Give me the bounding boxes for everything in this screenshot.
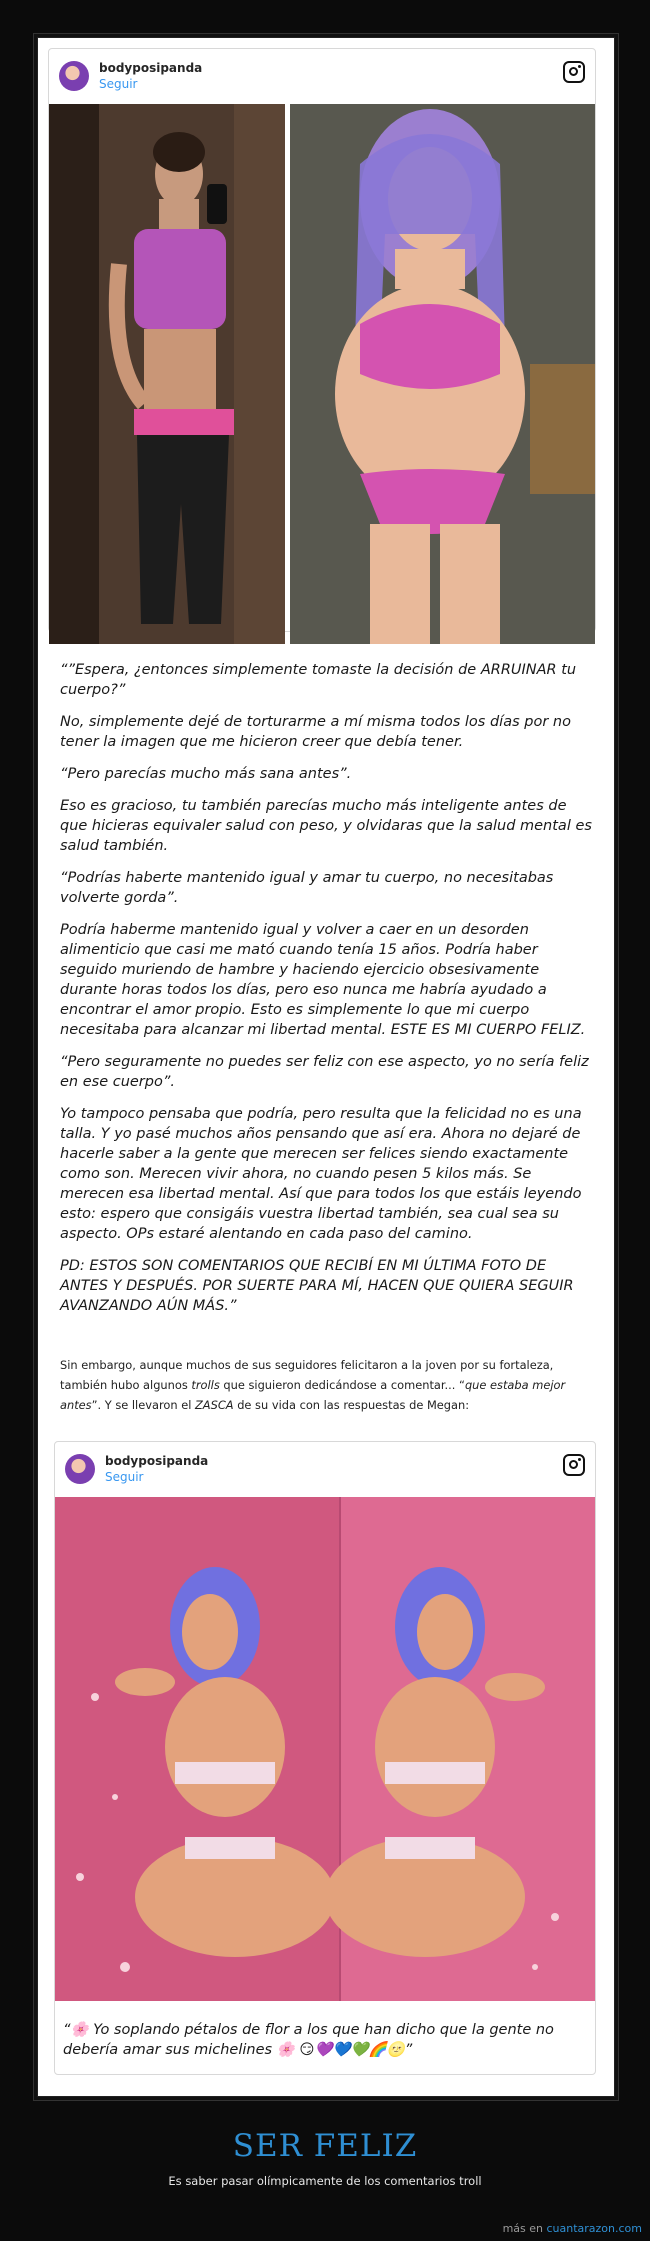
intro-text: Sin embargo, aunque muchos de sus seguidores felicitaron a la joven por su fortaleza, también hubo algunos <box>60 1358 554 1392</box>
quote-paragraph: “Pero seguramente no puedes ser feliz con ese aspecto, yo no sería feliz en ese cuerpo”. <box>60 1054 589 1090</box>
instagram-embed-1 <box>48 48 596 632</box>
follow-link[interactable]: Seguir <box>99 77 138 91</box>
footer-link[interactable]: cuantarazon.com <box>546 2222 642 2235</box>
page-title: SER FELIZ <box>232 2128 418 2164</box>
quote-paragraph: “”Espera, ¿entonces simplemente tomaste la decisión de ARRUINAR tu cuerpo?” <box>60 662 577 698</box>
quote-paragraph: No, simplemente dejé de torturarme a mí misma todos los días por no tener la imagen que me hicieron creer que debía tener. <box>60 714 571 750</box>
quote-paragraph: “Podrías haberte mantenido igual y amar tu cuerpo, no necesitabas volverte gorda”. <box>60 870 554 906</box>
petals-photo <box>55 1497 595 2001</box>
meme-poster <box>33 33 619 2101</box>
quote-paragraph: PD: ESTOS SON COMENTARIOS QUE RECIBÍ EN MI ÚLTIMA FOTO DE ANTES Y DESPUÉS. POR SUERTE PARA MÍ, HACEN QUE QUIERA SEGUIR AVANZANDO AÚN MÁS.” <box>60 1258 574 1314</box>
instagram-icon[interactable] <box>563 1454 585 1476</box>
poster-content <box>37 37 615 2097</box>
intro-emphasis: que estaba mejor antes <box>60 1378 566 1412</box>
intro-emphasis: ZASCA <box>195 1398 234 1412</box>
photo-caption: “🌸 Yo soplando pétalos de flor a los que han dicho que la gente no debería amar sus michelines 🌸 😏💜💙💚🌈🌝” <box>63 2022 554 2058</box>
before-photo <box>49 104 285 644</box>
footer <box>503 2222 642 2235</box>
quotes-block <box>60 660 594 1328</box>
quote-paragraph: Yo tampoco pensaba que podría, pero resulta que la felicidad no es una talla. Y yo pasé muchos años pensando que así era. Ahora no dejaré de hacerle saber a la gente que merecen ser felices siendo exactamente como son. Merecen vivir ahora, no cuando pesen 5 kilos más. Se merecen esa libertad mental. Así que para todos los que estáis leyendo esto: espero que consigáis vuestra libertad también, sea cual sea su aspecto. OPs estaré alentando en cada paso del camino. <box>60 1106 582 1242</box>
avatar[interactable] <box>65 1454 95 1484</box>
instagram-icon[interactable] <box>563 61 585 83</box>
footer-prefix: más en <box>502 2222 547 2235</box>
after-photo <box>290 104 595 644</box>
quote-paragraph: “Pero parecías mucho más sana antes”. <box>60 766 352 782</box>
intro-text: de su vida con las respuestas de Megan: <box>233 1398 470 1412</box>
post-header <box>49 49 595 104</box>
username[interactable]: bodyposipanda <box>105 1454 209 1468</box>
quote-paragraph: Podría haberme mantenido igual y volver a caer en un desorden alimenticio que casi me mató cuando tenía 15 años. Podría haber seguido muriendo de hambre y haciendo ejercicio obsesivamente durante horas todos los días, pero eso nunca me habría ayudado a encontrar el amor propio. Esto es simplemente lo que mi cuerpo necesitaba para alcanzar mi libertad mental. ESTE ES MI CUERPO FELIZ. <box>60 922 586 1038</box>
post-header <box>55 1442 595 1497</box>
intro-text: ”. Y se llevaron el <box>91 1398 195 1412</box>
intro-text: que siguieron dedicándose a comentar... “ <box>219 1378 465 1392</box>
instagram-embed-2 <box>54 1441 596 2075</box>
avatar[interactable] <box>59 61 89 91</box>
quote-paragraph: Eso es gracioso, tu también parecías mucho más inteligente antes de que hicieras equivaler salud con peso, y olvidaras que la salud mental es salud también. <box>60 798 592 854</box>
intro-emphasis: trolls <box>191 1378 220 1392</box>
page-subtitle: Es saber pasar olímpicamente de los comentarios troll <box>168 2174 482 2188</box>
follow-link[interactable]: Seguir <box>105 1470 144 1484</box>
intro-paragraph <box>60 1355 600 1415</box>
username[interactable]: bodyposipanda <box>99 61 203 75</box>
